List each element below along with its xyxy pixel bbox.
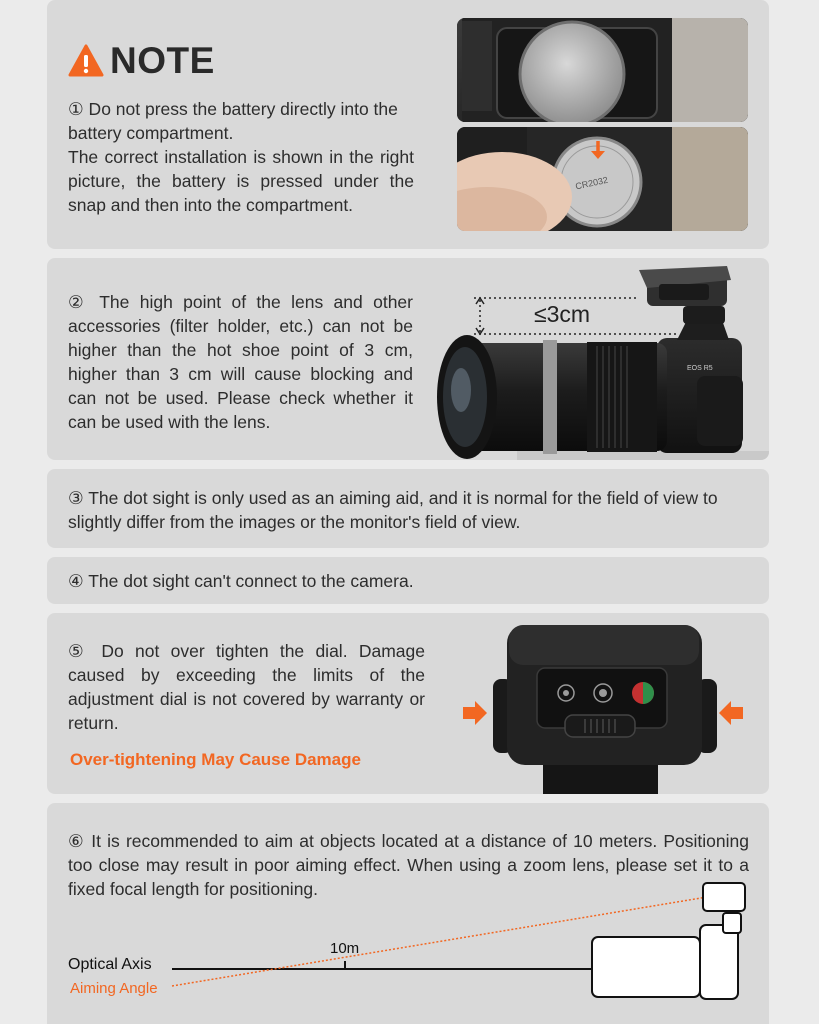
lens-height-card: [47, 258, 769, 460]
aiming-angle-label: Aiming Angle: [70, 980, 158, 997]
no-camera-connection-card: [47, 557, 769, 604]
aiming-distance-card: [47, 803, 769, 1024]
aiming-aid-text: ③ The dot sight is only used as an aiming aid, and it is normal for the field of view to slightly differ from the images or the monitor's field of view.: [68, 488, 718, 532]
note-header: [68, 40, 215, 82]
aiming-distance-text: ⑥ It is recommended to aim at objects located at a distance of 10 meters. Positioning too close may result in poor aiming effect. When using a zoom lens, please set it to a fixed focal length for positioning.: [68, 831, 749, 899]
camera-with-lens-and-dot-sight-photo: [47, 258, 769, 460]
battery-compartment-incorrect-photo: [457, 18, 748, 122]
battery-note-text: [68, 97, 414, 217]
over-tightening-warning: Over-tightening May Cause Damage: [70, 750, 361, 769]
dial-warning-card: [47, 613, 769, 794]
camera-body-outline: [700, 925, 738, 999]
note-battery-card: [47, 0, 769, 249]
note-title: NOTE: [110, 40, 215, 81]
battery-note-line1: ① Do not press the battery directly into the battery compartment.: [68, 99, 398, 143]
optical-axis-label: Optical Axis: [68, 956, 152, 973]
dot-sight-mount-outline: [723, 913, 741, 933]
height-limit-label: ≤3cm: [534, 301, 591, 327]
dot-sight-outline: [703, 883, 745, 911]
battery-compartment-correct-photo: [457, 127, 748, 231]
no-connection-text: ④ The dot sight can't connect to the camera.: [68, 571, 414, 591]
battery-note-line2: The correct installation is shown in the right picture, the battery is pressed under the snap and then into the compartment.: [68, 147, 414, 215]
lens-height-text: ② The high point of the lens and other accessories (filter holder, etc.) can not be higher than the hot shoe point of 3 cm, higher than 3 cm will cause blocking and can not be used. Please check whether it can be used with the lens.: [68, 292, 413, 432]
battery-model-label: CR2032: [574, 174, 609, 192]
dot-sight-top-view-photo: [47, 613, 769, 794]
distance-label: 10m: [330, 940, 360, 957]
camera-badge: EOS R5: [687, 365, 713, 372]
aiming-aid-card: [47, 469, 769, 548]
dial-warning-text: ⑤ Do not over tighten the dial. Damage caused by exceeding the limits of the adjustment dial is not covered by warranty or return.: [68, 641, 425, 733]
lens-outline: [592, 937, 700, 997]
warning-triangle-icon: [68, 44, 104, 78]
